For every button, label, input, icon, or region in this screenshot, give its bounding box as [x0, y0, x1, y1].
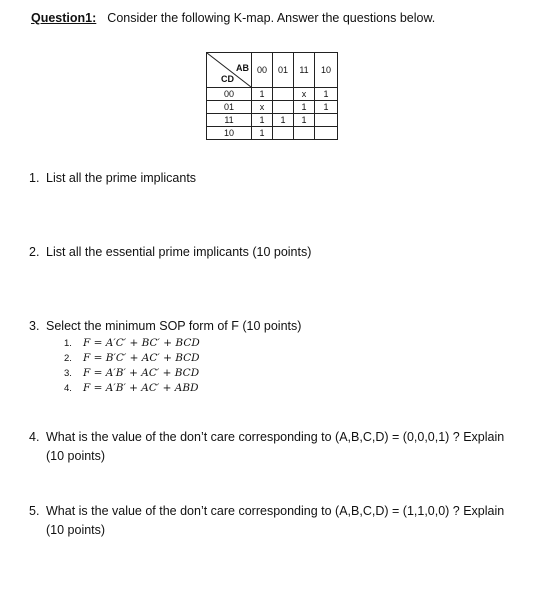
- sop-option-expression: F = A′B′ + AC′ + ABD: [83, 382, 199, 394]
- kmap-col-var: CD: [221, 74, 234, 84]
- kmap-cell: [315, 114, 338, 127]
- sop-option: [64, 366, 200, 381]
- kmap-cell: x: [294, 88, 315, 101]
- kmap-cell: 1: [252, 114, 273, 127]
- question-4-number: 4.: [29, 430, 40, 444]
- sop-option-number: 2.: [64, 353, 72, 364]
- question-intro: Consider the following K-map. Answer the questions below.: [107, 11, 436, 25]
- kmap-col-header: 11: [294, 53, 315, 88]
- kmap-cell: 1: [273, 114, 294, 127]
- question-5-number: 5.: [29, 504, 40, 518]
- kmap-cell: [315, 127, 338, 140]
- kmap-row: [207, 88, 338, 101]
- question-1: [29, 169, 196, 188]
- sop-option-number: 1.: [64, 338, 72, 349]
- sop-options-list: [64, 336, 200, 396]
- kmap-cell: 1: [315, 101, 338, 114]
- kmap-table: [206, 52, 338, 140]
- kmap-row-header: 11: [207, 114, 252, 127]
- question-label: Question1:: [31, 11, 97, 25]
- sop-option: [64, 351, 200, 366]
- kmap-cell: 1: [294, 101, 315, 114]
- sop-option-expression: F = B′C′ + AC′ + BCD: [83, 352, 200, 364]
- kmap-cell: 1: [315, 88, 338, 101]
- sop-option-number: 3.: [64, 368, 72, 379]
- kmap-cell: x: [252, 101, 273, 114]
- question-1-number: 1.: [29, 171, 40, 185]
- kmap-cell: 1: [252, 127, 273, 140]
- kmap-row-header: 00: [207, 88, 252, 101]
- question-header: [31, 11, 435, 25]
- question-2-number: 2.: [29, 245, 40, 259]
- kmap-row-header: 01: [207, 101, 252, 114]
- kmap-cell: [273, 88, 294, 101]
- kmap-row-header: 10: [207, 127, 252, 140]
- question-2-text: List all the essential prime implicants (10 points): [46, 245, 312, 259]
- question-3: [29, 317, 301, 336]
- sop-option: [64, 381, 200, 396]
- question-5-text: What is the value of the don’t care corresponding to (A,B,C,D) = (1,1,0,0) ? Explain: [46, 504, 505, 518]
- sop-option: [64, 336, 200, 351]
- question-4: [29, 428, 504, 466]
- kmap-cell: 1: [294, 114, 315, 127]
- question-3-number: 3.: [29, 319, 40, 333]
- question-2: [29, 243, 311, 262]
- kmap-col-header: 01: [273, 53, 294, 88]
- kmap-cell: 1: [252, 88, 273, 101]
- question-1-text: List all the prime implicants: [46, 171, 197, 185]
- sop-option-expression: F = A′C′ + BC′ + BCD: [83, 337, 200, 349]
- kmap-cell: [273, 127, 294, 140]
- question-4-points: (10 points): [46, 449, 106, 463]
- question-5: [29, 502, 504, 540]
- kmap-row: [207, 127, 338, 140]
- kmap-cell: [273, 101, 294, 114]
- question-5-points: (10 points): [46, 523, 106, 537]
- kmap-row: [207, 101, 338, 114]
- sop-option-expression: F = A′B′ + AC′ + BCD: [83, 367, 200, 379]
- question-4-text: What is the value of the don’t care corresponding to (A,B,C,D) = (0,0,0,1) ? Explain: [46, 430, 505, 444]
- kmap-corner: [207, 53, 252, 88]
- kmap-col-header: 10: [315, 53, 338, 88]
- kmap-row-var: AB: [236, 63, 249, 73]
- kmap-col-header: 00: [252, 53, 273, 88]
- question-3-text: Select the minimum SOP form of F (10 points): [46, 319, 302, 333]
- kmap-header-row: [207, 53, 338, 88]
- kmap-cell: [294, 127, 315, 140]
- sop-option-number: 4.: [64, 383, 72, 394]
- kmap-row: [207, 114, 338, 127]
